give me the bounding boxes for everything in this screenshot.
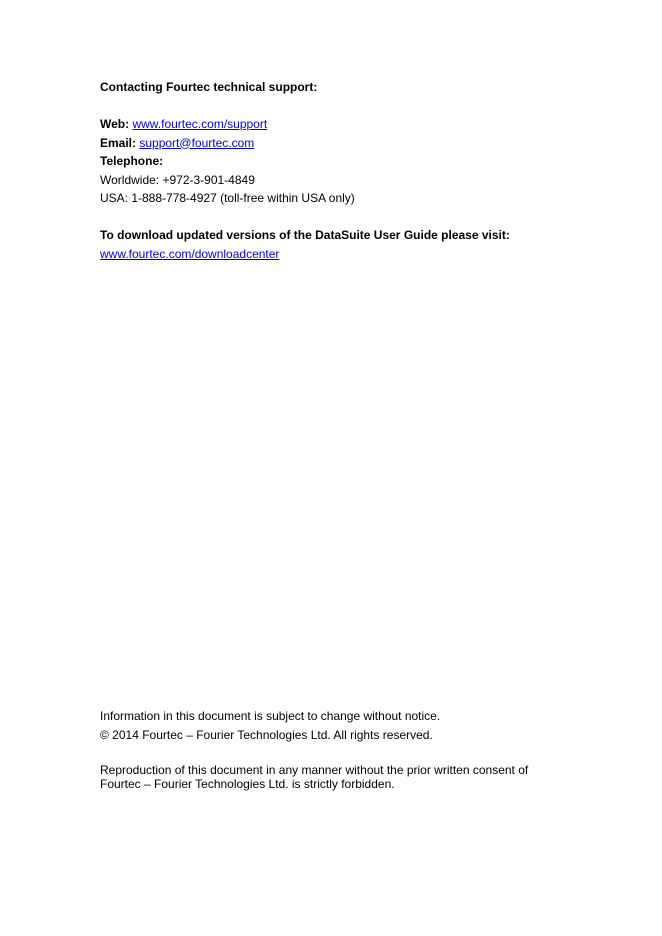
download-center-link[interactable]: www.fourtec.com/downloadcenter <box>100 246 280 261</box>
worldwide-phone: Worldwide: +972-3-901-4849 <box>100 172 255 187</box>
support-contact-section <box>100 78 570 263</box>
telephone-label: Telephone: <box>100 154 164 168</box>
usa-phone: USA: 1-888-778-4927 (toll-free within USA only) <box>100 191 355 205</box>
email-row <box>100 134 570 153</box>
reproduction-notice-line2: Fourtec – Fourier Technologies Ltd. is strictly forbidden. <box>100 776 395 791</box>
support-email-link[interactable]: support@fourtec.com <box>139 135 255 150</box>
web-row <box>100 115 570 134</box>
web-label: Web: <box>100 117 130 131</box>
support-heading: Contacting Fourtec technical support: <box>100 80 318 94</box>
copyright-notice: © 2014 Fourtec – Fourier Technologies Ltd. All rights reserved. <box>100 727 433 742</box>
email-label: Email: <box>100 135 137 150</box>
change-notice: Information in this document is subject to change without notice. <box>100 709 441 723</box>
support-web-link[interactable]: www.fourtec.com/support <box>132 117 268 131</box>
download-heading: To download updated versions of the DataSuite User Guide please visit: <box>100 228 510 242</box>
legal-footer <box>100 707 570 791</box>
download-row <box>100 245 570 264</box>
reproduction-notice-line1: Reproduction of this document in any manner without the prior written consent of <box>100 762 529 777</box>
